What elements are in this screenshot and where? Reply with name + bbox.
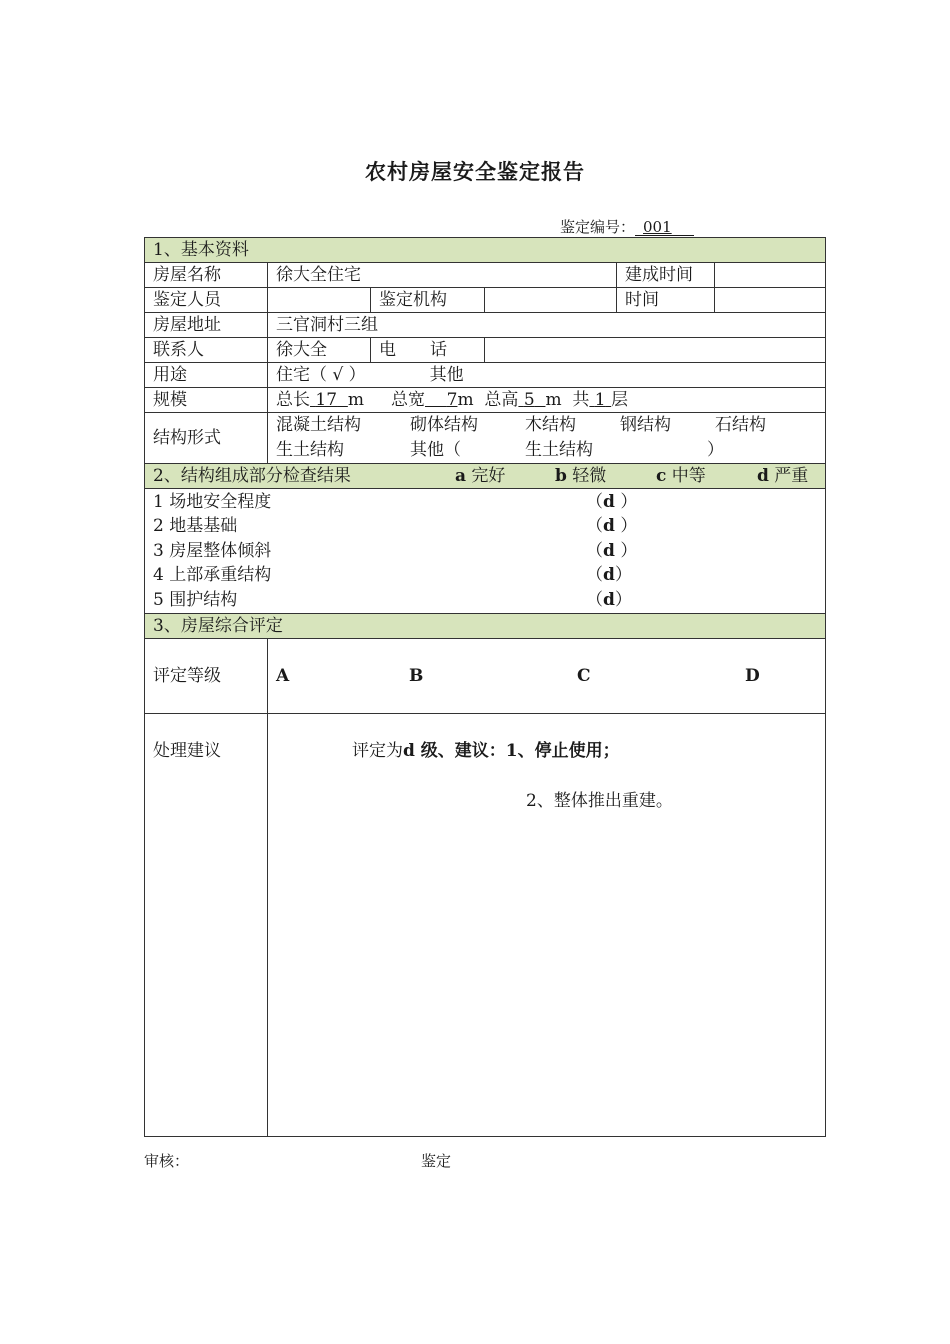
item-result: （d ） bbox=[586, 540, 638, 561]
length-label: 总长 bbox=[276, 390, 310, 410]
item-result: （d） bbox=[586, 565, 632, 586]
structure-value bbox=[268, 413, 826, 464]
grade-a-letter: a bbox=[455, 466, 467, 486]
width-value bbox=[425, 390, 457, 410]
grade-b bbox=[555, 465, 656, 487]
length-value bbox=[310, 390, 348, 410]
agency-value bbox=[485, 288, 617, 313]
grade-d-letter: d bbox=[757, 466, 769, 486]
report-code-value: 001 bbox=[635, 219, 694, 236]
grade-c-letter: c bbox=[656, 466, 667, 486]
section1-header: 1、基本资料 bbox=[145, 238, 826, 263]
grade-b-letter: b bbox=[555, 466, 567, 486]
build-time-label: 建成时间 bbox=[617, 263, 715, 288]
item-label: 3 房屋整体倾斜 bbox=[153, 540, 272, 561]
length-unit: m bbox=[347, 390, 364, 410]
advice-label: 处理建议 bbox=[145, 714, 268, 1137]
usage-label: 用途 bbox=[145, 363, 268, 388]
grade-c-text: 中等 bbox=[671, 466, 706, 486]
structure-other-value: 生土结构 bbox=[525, 440, 593, 460]
report-table bbox=[144, 237, 826, 1137]
rating-c: C bbox=[577, 666, 591, 686]
structure-other-open: 其他（ bbox=[410, 440, 461, 460]
floors-label: 共 bbox=[572, 390, 590, 410]
scale-label: 规模 bbox=[145, 388, 268, 413]
list-item bbox=[153, 490, 817, 515]
advice-content bbox=[268, 714, 826, 1137]
scale-value bbox=[268, 388, 826, 413]
list-item bbox=[153, 563, 817, 588]
agency-label: 鉴定机构 bbox=[371, 288, 485, 313]
rating-values bbox=[268, 639, 826, 714]
item-result-value: d bbox=[603, 491, 615, 512]
height-unit: m bbox=[545, 390, 562, 410]
floors-value bbox=[589, 390, 611, 410]
length-number: 17 bbox=[315, 390, 338, 410]
item-result-value: d bbox=[603, 516, 615, 537]
time-label: 时间 bbox=[617, 288, 715, 313]
advice-prefix: 评定为 bbox=[352, 741, 403, 761]
grade-d-text: 严重 bbox=[774, 466, 809, 486]
structure-option: 砌体结构 bbox=[410, 415, 478, 435]
item-result: （d） bbox=[586, 589, 632, 610]
address-value: 三官洞村三组 bbox=[268, 313, 826, 338]
rating-b: B bbox=[409, 666, 424, 686]
report-code-label: 鉴定编号： bbox=[560, 218, 636, 236]
floors-number: 1 bbox=[594, 390, 606, 410]
house-name-label: 房屋名称 bbox=[145, 263, 268, 288]
advice-line1 bbox=[352, 740, 620, 762]
list-item bbox=[153, 514, 817, 539]
height-label: 总高 bbox=[484, 390, 519, 410]
phone-value bbox=[485, 338, 826, 363]
structure-option: 钢结构 bbox=[620, 415, 671, 435]
structure-option: 混凝土结构 bbox=[276, 415, 361, 435]
item-label: 1 场地安全程度 bbox=[153, 491, 272, 512]
grade-b-text: 轻微 bbox=[572, 466, 607, 486]
advice-line2: 2、整体推出重建。 bbox=[526, 791, 673, 811]
section2-header bbox=[145, 464, 826, 489]
advice-bold: d 级、建议：1、停止使用； bbox=[403, 741, 620, 761]
floors-unit: 层 bbox=[611, 390, 629, 410]
item-result-value: d bbox=[603, 540, 615, 561]
time-value bbox=[715, 288, 826, 313]
report-code bbox=[560, 216, 694, 237]
width-label: 总宽 bbox=[391, 390, 426, 410]
section2-title: 2、结构组成部分检查结果 bbox=[153, 466, 351, 486]
item-label: 5 围护结构 bbox=[153, 589, 238, 610]
contact-value: 徐大全 bbox=[268, 338, 371, 363]
grade-d bbox=[757, 465, 808, 487]
usage-residential: 住宅（ √ ） bbox=[276, 365, 366, 385]
height-value bbox=[518, 390, 545, 410]
rating-label: 评定等级 bbox=[145, 639, 268, 714]
grade-c bbox=[656, 465, 757, 487]
build-time-value bbox=[715, 263, 826, 288]
appraiser-value bbox=[268, 288, 371, 313]
review-label: 审核： bbox=[144, 1152, 190, 1170]
structure-option: 生土结构 bbox=[276, 440, 344, 460]
contact-label: 联系人 bbox=[145, 338, 268, 363]
list-item bbox=[153, 539, 817, 564]
appraise-label: 鉴定 bbox=[421, 1152, 452, 1170]
appraiser-label: 鉴定人员 bbox=[145, 288, 268, 313]
grade-a-text: 完好 bbox=[471, 466, 506, 486]
house-name-value: 徐大全住宅 bbox=[268, 263, 617, 288]
inspection-list bbox=[145, 489, 826, 614]
item-result-value: d bbox=[603, 589, 615, 610]
rating-d: D bbox=[745, 666, 760, 686]
section3-header: 3、房屋综合评定 bbox=[145, 614, 826, 639]
usage-other: 其他 bbox=[429, 365, 464, 385]
phone-label: 电 话 bbox=[371, 338, 485, 363]
grade-a bbox=[455, 465, 555, 487]
width-number: 7 bbox=[446, 390, 458, 410]
item-result: （d ） bbox=[586, 516, 638, 537]
item-result: （d ） bbox=[586, 491, 638, 512]
structure-label: 结构形式 bbox=[145, 413, 268, 464]
rating-a: A bbox=[276, 666, 290, 686]
item-result-value: d bbox=[603, 565, 615, 586]
usage-value bbox=[268, 363, 826, 388]
item-label: 4 上部承重结构 bbox=[153, 565, 272, 586]
list-item bbox=[153, 588, 817, 613]
address-label: 房屋地址 bbox=[145, 313, 268, 338]
structure-other-close: ） bbox=[707, 440, 724, 460]
item-label: 2 地基基础 bbox=[153, 516, 238, 537]
structure-option: 木结构 bbox=[525, 415, 576, 435]
structure-option: 石结构 bbox=[715, 415, 766, 435]
height-number: 5 bbox=[523, 390, 535, 410]
width-unit: m bbox=[457, 390, 474, 410]
page-title: 农村房屋安全鉴定报告 bbox=[365, 160, 585, 184]
